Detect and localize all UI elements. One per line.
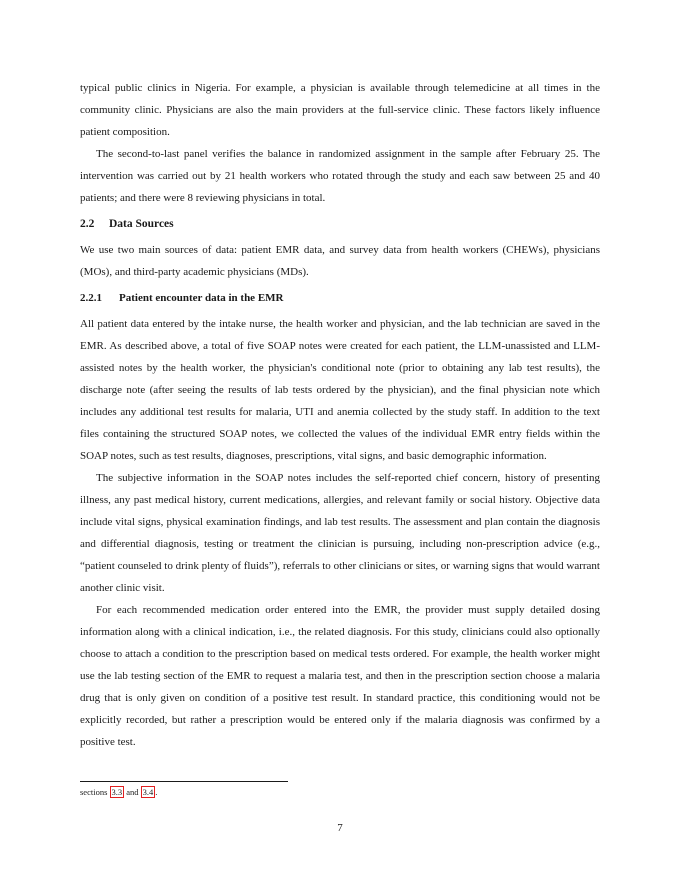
- paragraph-medication-orders: For each recommended medication order entered into the EMR, the provider must supply detailed dosing information along with a clinical indication, i.e., the related diagnosis. For this study, clinicians could also optionally choose to attach a condition to the prescription based on medical tests ordered. For example, the health worker might use the lab testing section of the EMR to request a malaria test, and then in the prescription section choose a malaria drug that is only given on condition of a positive test result. In standard practice, this conditioning would not be explicitly recorded, but rather a prescription would be entered only if the malaria diagnosis was confirmed by a positive test.: [80, 604, 600, 748]
- section-link-3-3[interactable]: 3.3: [111, 787, 123, 797]
- footnote-divider: [80, 781, 288, 782]
- subsection-number: 2.2.1: [80, 292, 102, 304]
- paragraph-emr-data: All patient data entered by the intake nurse, the health worker and physician, and the lab technician are saved in the EMR. As described above, a total of five SOAP notes were created for each patient, the LLM-unassisted and LLM-assisted notes by the health worker, the physician's conditional note (prior to obtaining any lab test results), the discharge note (after seeing the results of lab tests ordered by the physician), and the final physician note which includes any additional test results for malaria, UTI and anemia collected by the study staff. In addition to the text files containing the structured SOAP notes, we collected the values of the individual EMR entry fields within the SOAP notes, such as test results, diagnoses, prescriptions, vital signs, and basic demographic information.: [80, 318, 600, 462]
- page-number: 7: [337, 822, 343, 834]
- paragraph-clinic-composition: typical public clinics in Nigeria. For example, a physician is available through telemedicine at all times in the community clinic. Physicians are also the main providers at the full-service clinic. These factors likely influence patient composition.: [80, 82, 600, 138]
- paragraph-soap-notes: The subjective information in the SOAP notes includes the self-reported chief concern, history of presenting illness, any past medical history, current medications, allergies, and relevant family or social history. Objective data include vital signs, physical examination findings, and lab test results. The assessment and plan contain the diagnosis and differential diagnosis, testing or treatment the clinician is pursuing, including non-prescription advice (e.g., “patient counseled to drink plenty of fluids”), referrals to other clinicians or sites, or warning signs that would warrant another clinic visit.: [80, 472, 600, 594]
- footnote: [80, 786, 157, 798]
- paragraph-balance: The second-to-last panel verifies the balance in randomized assignment in the sample after February 25. The intervention was carried out by 21 health workers who rotated through the study and each saw between 25 and 40 patients; and there were 8 reviewing physicians in total.: [80, 148, 600, 204]
- section-title: Data Sources: [109, 218, 174, 230]
- section-heading-data-sources: [80, 213, 600, 235]
- footnote-suffix: .: [155, 787, 158, 797]
- section-link-3-4[interactable]: 3.4: [142, 787, 154, 797]
- section-number: 2.2: [80, 218, 95, 230]
- paragraph-data-sources: We use two main sources of data: patient EMR data, and survey data from health workers (CHEWs), physicians (MOs), and third-party academic physicians (MDs).: [80, 244, 600, 278]
- body-text: [80, 77, 600, 753]
- footnote-prefix: sections: [80, 787, 110, 797]
- footnote-middle: and: [124, 787, 141, 797]
- subsection-title: Patient encounter data in the EMR: [119, 292, 284, 304]
- subsection-heading-emr: [80, 287, 600, 309]
